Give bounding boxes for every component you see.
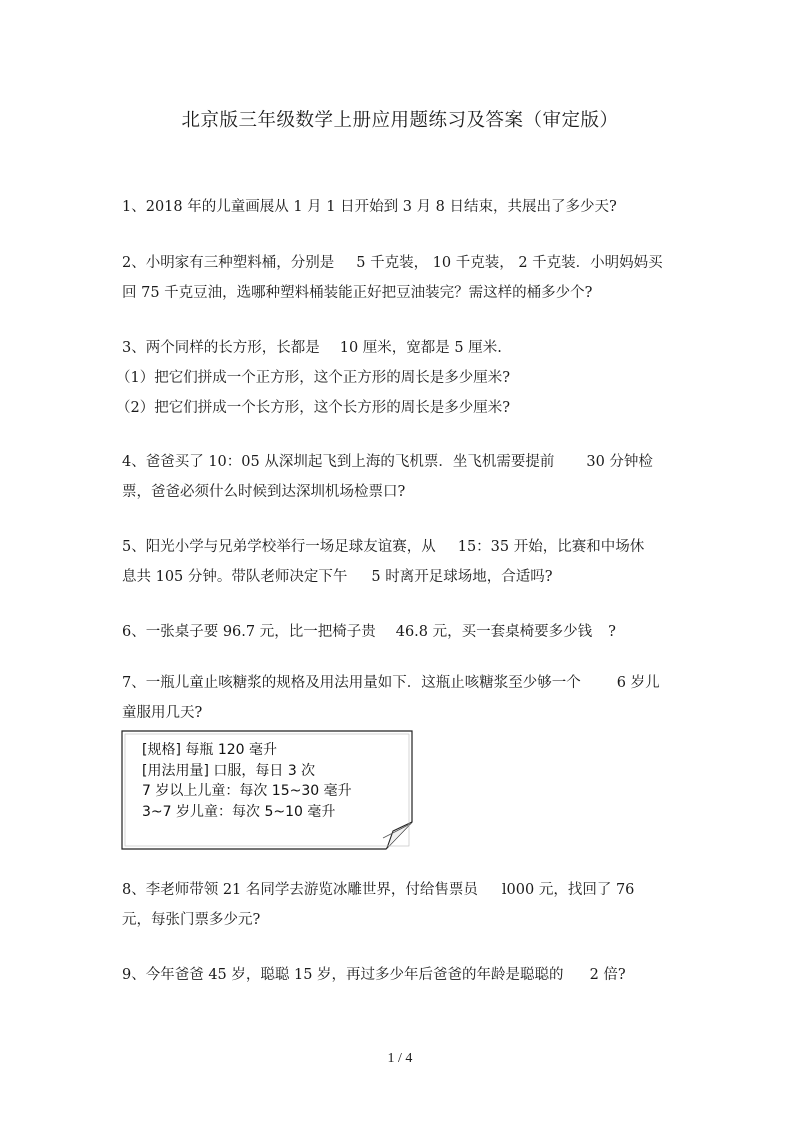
question-4-line-1b: 30 分钟检 — [586, 454, 653, 470]
question-3-line-1a: 3、两个同样的长方形，长都是 — [122, 340, 320, 356]
question-2-line-2: 回 75 千克豆油，选哪种塑料桶装能正好把豆油装完？需这样的桶多少个? — [122, 285, 593, 301]
question-8-line-2: 元，每张门票多少元? — [122, 912, 261, 928]
question-7 — [122, 668, 692, 728]
question-4 — [122, 447, 692, 507]
question-9-line-1a: 9、今年爸爸 45 岁，聪聪 15 岁，再过多少年后爸爸的年龄是聪聪的 — [122, 967, 564, 983]
question-2-line-1b: 5 千克装， 10 千克装， 2 千克装．小明妈妈买 — [356, 255, 663, 271]
question-5-line-2b: 5 时离开足球场地，合适吗? — [371, 569, 553, 585]
question-9-line-1b: 2 倍? — [589, 967, 626, 983]
question-1-line-1: 1、2018 年的儿童画展从 1 月 1 日开始到 3 月 8 日结束，共展出了多少天? — [122, 199, 617, 215]
question-7-line-1b: 6 岁儿 — [616, 675, 660, 691]
question-8 — [122, 875, 692, 935]
question-7-line-2: 童服用几天? — [122, 705, 203, 721]
label-spec-line: [规格] 每瓶 120 毫升 — [142, 742, 277, 758]
question-4-line-2: 票，爸爸必须什么时候到达深圳机场检票口? — [122, 484, 406, 500]
question-3 — [116, 333, 692, 423]
question-6-line-1b: 46.8 元，买一套桌椅要多少钱 — [395, 624, 593, 640]
document-title: 北京版三年级数学上册应用题练习及答案（审定版） — [181, 110, 619, 131]
label-dose-over-7-line: 7 岁以上儿童：每次 15~30 毫升 — [142, 783, 352, 799]
question-8-line-1a: 8、李老师带领 21 名同学去游览冰雕世界，付给售票员 — [122, 882, 478, 898]
question-6-line-1c: ? — [608, 624, 616, 640]
label-usage-line: [用法用量] 口服，每日 3 次 — [142, 762, 316, 779]
label-dose-3-7-line: 3~7 岁儿童：每次 5~10 毫升 — [142, 803, 336, 820]
question-2 — [122, 248, 692, 308]
question-5-line-2a: 息共 105 分钟。带队老师决定下午 — [122, 569, 348, 585]
question-6-line-1a: 6、一张桌子要 96.7 元，比一把椅子贵 — [122, 624, 376, 640]
question-5 — [122, 532, 692, 592]
syrup-label-box — [121, 730, 414, 850]
question-4-line-1a: 4、爸爸买了 10：05 从深圳起飞到上海的飞机票．坐飞机需要提前 — [122, 454, 555, 470]
question-7-line-1a: 7、一瓶儿童止咳糖浆的规格及用法用量如下．这瓶止咳糖浆至少够一个 — [122, 675, 581, 691]
question-3-line-1b: 10 厘米，宽都是 5 厘米. — [339, 340, 502, 356]
question-3-line-3: （2）把它们拼成一个长方形，这个长方形的周长是多少厘米? — [116, 400, 510, 416]
question-5-line-1a: 5、阳光小学与兄弟学校举行一场足球友谊赛，从 — [122, 539, 436, 555]
question-8-line-1b: l000 元，找回了 76 — [501, 882, 635, 898]
page-number: 1 / 4 — [387, 1051, 413, 1066]
question-1 — [122, 192, 692, 222]
question-5-line-1b: 15：35 开始，比赛和中场休 — [457, 539, 645, 555]
question-6 — [122, 617, 692, 647]
question-3-line-2: （1）把它们拼成一个正方形，这个正方形的周长是多少厘米? — [116, 370, 510, 386]
question-9 — [122, 960, 692, 990]
question-2-line-1a: 2、小明家有三种塑料桶，分别是 — [122, 255, 335, 271]
